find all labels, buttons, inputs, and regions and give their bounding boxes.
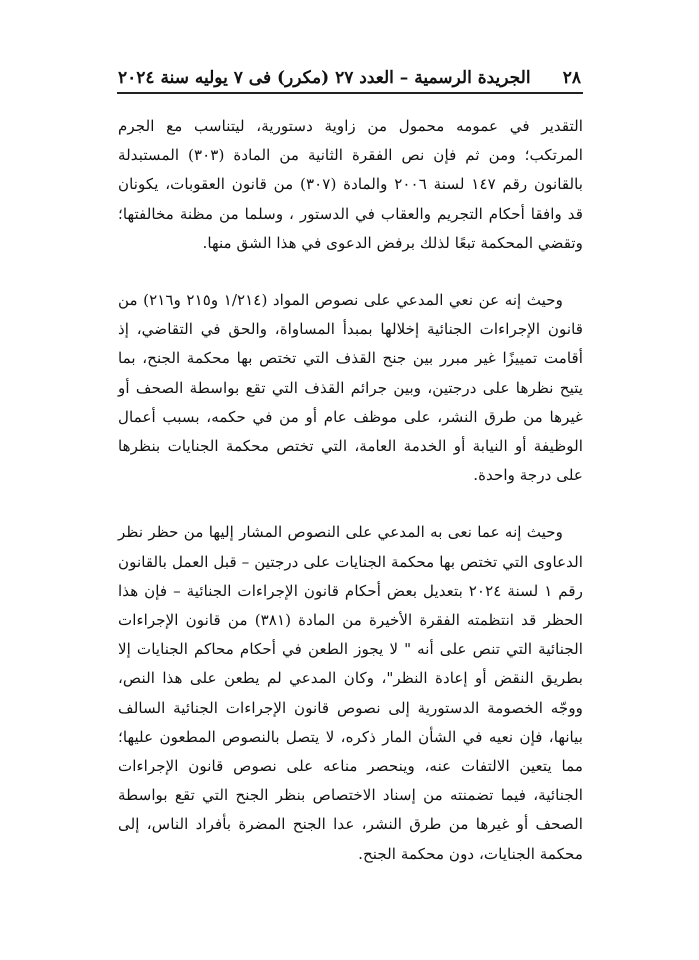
paragraph-3: وحيث إنه عما نعى به المدعي على النصوص المشار إليها من حظر نظر الدعاوى التي تختص بها محكمة الجنايات على درجتين – قبل العمل بالقانون رقم ١ لسنة ٢٠٢٤ بتعديل بعض أحكام قانون الإجراءات الجنائية – فإن هذا الحظر قد انتظمته الفقرة الأخيرة من المادة (٣٨١) من قانون الإجراءات الجنائية التي تنص على أنه " لا يجوز الطعن في أحكام محاكم الجنايات إلا بطريق النقض أو إعادة النظر"، وكان المدعي لم يطعن على هذا النص، ووجّه الخصومة الدستورية إلى نصوص قانون الإجراءات الجنائية السالف بيانها، فإن نعيه في الشأن المار ذكره، لا يتصل بالنصوص المطعون عليها؛ مما يتعين الالتفات عنه، وينحصر مناعه على نصوص قانون الإجراءات الجنائية، فيما تضمنته من إسناد الاختصاص بنظر الجنح التي تقع بواسطة الصحف أو غيرها من طرق النشر، عدا الجنح المضرة بأفراد الناس، إلى محكمة الجنايات، دون محكمة الجنح. <box>118 523 583 863</box>
gazette-header-title: الجريدة الرسمية – العدد ٢٧ (مكرر) فى ٧ يوليه سنة ٢٠٢٤ <box>118 68 531 88</box>
header-divider <box>117 92 583 94</box>
paragraph-2: وحيث إنه عن نعي المدعي على نصوص المواد (١/٢١٤ و٢١٥ و٢١٦) من قانون الإجراءات الجنائية إخلالها بمبدأ المساواة، والحق في التقاضي، إذ أقامت تمييزًا غير مبرر بين جنح القذف التي تختص بها محكمة الجنح، بما يتيح نظرها على درجتين، وبين جرائم القذف التي تقع بواسطة الصحف أو غيرها من طرق النشر، على موظف عام أو من في حكمه، بسبب أعمال الوظيفة أو النيابة أو الخدمة العامة، التي تختص محكمة الجنايات بنظرها على درجة واحدة. <box>118 291 583 485</box>
page-number: ٢٨ <box>562 68 581 88</box>
document-body <box>118 112 583 869</box>
paragraph-1: التقدير في عمومه محمول من زاوية دستورية، ليتناسب مع الجرم المرتكب؛ ومن ثم فإن نص الفقرة الثانية من المادة (٣٠٣) المستبدلة بالقانون رقم ١٤٧ لسنة ٢٠٠٦ والمادة (٣٠٧) من قانون العقوبات، يكونان قد وافقا أحكام التجريم والعقاب في الدستور ، وسلما من مظنة مخالفتها؛ وتقضي المحكمة تبعًا لذلك برفض الدعوى في هذا الشق منها. <box>118 117 583 252</box>
page-header <box>118 58 581 88</box>
